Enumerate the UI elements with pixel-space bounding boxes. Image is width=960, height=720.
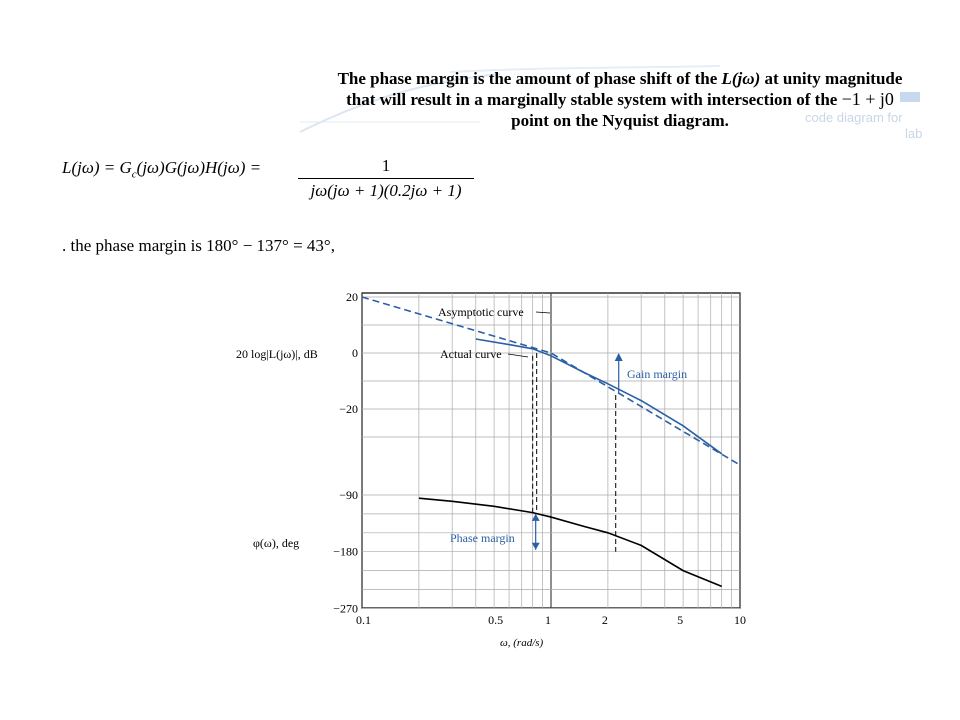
- phase-tick-label-1: −180: [333, 544, 358, 559]
- fraction-denominator: jω(jω + 1)(0.2jω + 1): [310, 181, 462, 200]
- grid: [362, 293, 740, 608]
- statement-line-1: The phase margin is the amount of phase shift of the L(jω) at unity magnitude: [337, 69, 903, 88]
- loop-transfer-formula: $L(j\omega) = G_c(j\omega)G(j\omega)H(j\omega)$ =: [62, 158, 262, 181]
- phase-margin-statement: [300, 68, 940, 131]
- transfer-fraction: [298, 156, 474, 201]
- x-tick-label-1: 0.5: [488, 613, 504, 627]
- phase-tick-label-2: −270: [333, 601, 358, 616]
- statement-line-2: that will result in a marginally stable system with intersection of the −1 + j0: [346, 89, 894, 109]
- x-tick-label-4: 5: [677, 613, 684, 627]
- phase-axis-label: φ(ω), deg: [253, 536, 300, 550]
- fraction-bar: [298, 178, 474, 179]
- x-axis-label: ω, (rad/s): [500, 637, 544, 649]
- bode-diagram: [220, 285, 760, 655]
- magnitude-tick-label-0: 20: [346, 290, 358, 304]
- phase-margin-label: Phase margin: [450, 531, 515, 545]
- x-tick-label-0: 0.1: [356, 613, 371, 627]
- ghost-text-2: lab: [905, 126, 923, 141]
- magnitude-axis-label: 20 log|L(jω)|, dB: [236, 347, 318, 361]
- magnitude-tick-label-1: 0: [352, 346, 358, 360]
- statement-line-3: point on the Nyquist diagram.: [511, 111, 729, 130]
- magnitude-tick-label-2: −20: [339, 402, 358, 416]
- x-tick-label-5: 10: [734, 613, 746, 627]
- phase-margin-result: . the phase margin is 180° − 137° = 43°,: [62, 236, 335, 255]
- gain-margin-label: Gain margin: [627, 367, 688, 381]
- ghost-text-1: code diagram for: [805, 110, 903, 125]
- actual-curve-label: Actual curve: [440, 347, 502, 361]
- x-tick-label-3: 2: [601, 613, 608, 627]
- phase-tick-label-0: −90: [339, 488, 358, 502]
- asymptotic-curve-label: Asymptotic curve: [438, 305, 524, 319]
- x-tick-label-2: 1: [545, 613, 551, 627]
- fraction-numerator: 1: [381, 156, 391, 175]
